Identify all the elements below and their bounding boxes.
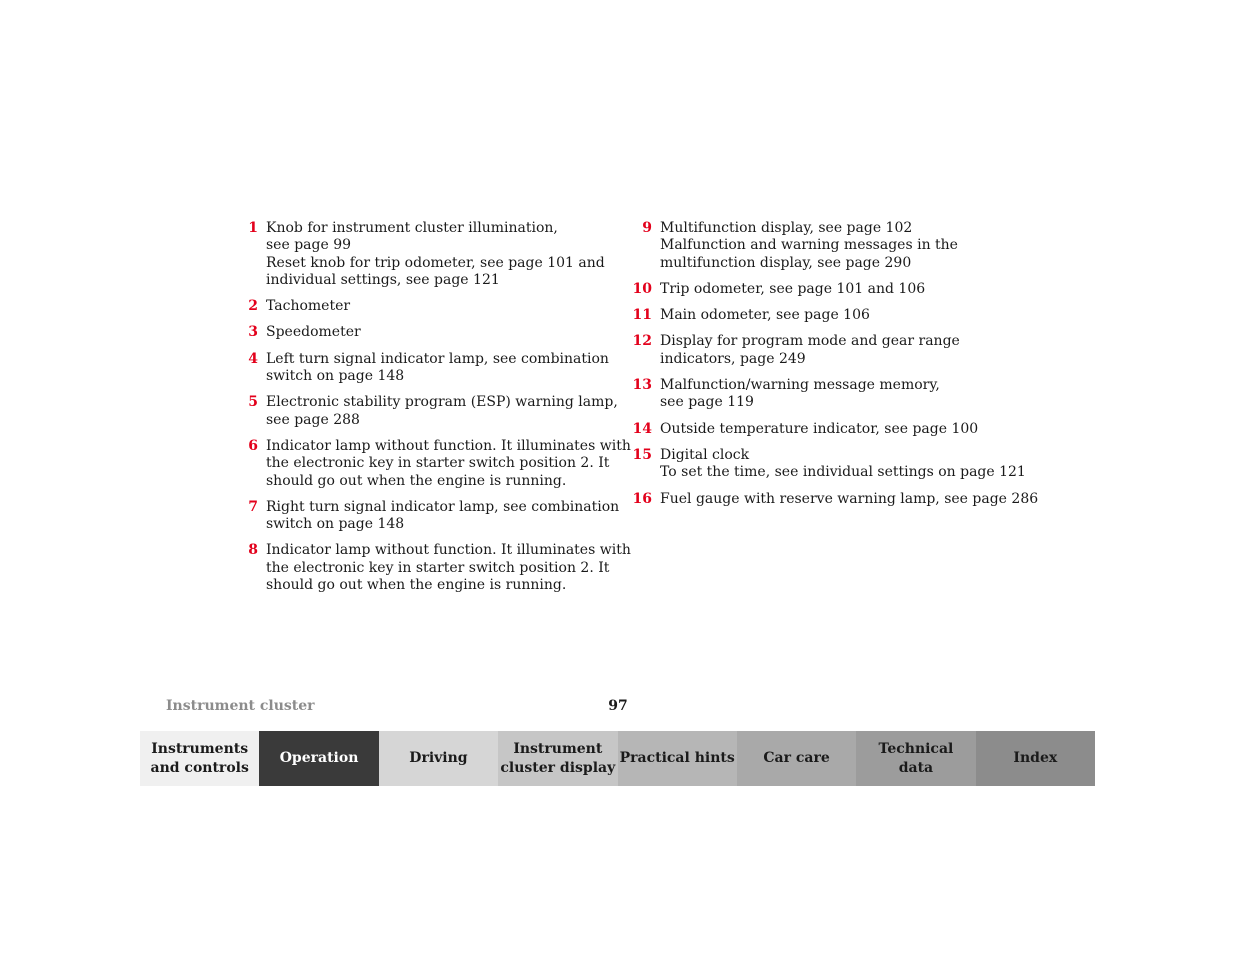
legend-item-line: To set the time, see individual settings on page 121: [660, 464, 1026, 481]
legend-item: [236, 498, 620, 534]
legend-item-line: switch on page 148: [266, 368, 405, 385]
page-number: 97: [608, 698, 628, 714]
legend-item: [236, 542, 631, 594]
legend-item: [236, 351, 616, 386]
legend-item: [630, 333, 1030, 368]
legend-item-text: [660, 377, 940, 412]
legend-item-line: Speedometer: [266, 324, 361, 341]
legend-item-line: Reset knob for trip odometer, see page 101 and: [266, 254, 605, 271]
legend-column-right: [630, 220, 1039, 517]
legend-item-number: 14: [632, 420, 652, 437]
chapter-tabs: [140, 731, 1095, 786]
legend-item-text: [266, 220, 605, 289]
legend-item-text: [266, 542, 631, 594]
legend-item-text: [660, 447, 1026, 482]
legend-item-text: [660, 333, 960, 368]
legend-item-line: see page 288: [266, 411, 360, 428]
tab-practical-hints[interactable]: Practical hints: [618, 731, 737, 786]
tab-instrument-cluster-display[interactable]: Instrument cluster display: [498, 731, 617, 786]
legend-item: [630, 377, 1030, 412]
tab-driving[interactable]: Driving: [379, 731, 498, 786]
legend-item-line: Digital clock: [660, 446, 750, 463]
legend-item-line: indicators, page 249: [660, 350, 806, 367]
legend-item-number: 9: [642, 220, 652, 236]
legend-item-number: 5: [248, 394, 258, 411]
legend-item-number: 11: [632, 307, 652, 324]
legend-item-line: should go out when the engine is running.: [266, 577, 567, 594]
legend-column-left: [236, 220, 631, 603]
tab-car-care[interactable]: Car care: [737, 731, 856, 786]
legend-item-number: 16: [632, 490, 652, 507]
tab-index[interactable]: Index: [976, 731, 1095, 786]
legend-item-line: Malfunction/warning message memory,: [660, 377, 940, 394]
legend-item-number: 1: [248, 220, 258, 236]
legend-item: [630, 490, 1039, 508]
legend-item-line: individual settings, see page 121: [266, 271, 500, 288]
legend-item-number: 3: [248, 324, 258, 341]
legend-item-line: Right turn signal indicator lamp, see combination: [266, 498, 620, 515]
legend-item-line: Indicator lamp without function. It illuminates with: [266, 437, 631, 454]
legend-item-line: Multifunction display, see page 102: [660, 220, 913, 236]
legend-item: [630, 307, 1030, 324]
legend-item-number: 4: [248, 350, 258, 367]
legend-item-number: 12: [632, 333, 652, 350]
legend-item-line: see page 119: [660, 394, 754, 411]
legend-item: [236, 437, 631, 490]
legend-item: [236, 298, 616, 315]
legend-item-text: [660, 220, 958, 272]
legend-item-text: [266, 438, 631, 490]
legend-item-number: 15: [632, 446, 652, 463]
legend-item-text: [660, 491, 1038, 508]
legend-item-line: multifunction display, see page 290: [660, 254, 912, 271]
legend-item-number: 10: [632, 280, 652, 297]
legend-item-number: 7: [248, 498, 258, 515]
legend-item: [630, 220, 1030, 272]
tab-technical-data[interactable]: Technical data: [856, 731, 975, 786]
legend-item-line: Tachometer: [266, 298, 351, 315]
legend-item-line: Indicator lamp without function. It illuminates with: [266, 542, 631, 559]
legend-item-text: [266, 298, 350, 315]
section-title: Instrument cluster: [166, 698, 315, 714]
legend-item-number: 8: [248, 542, 258, 559]
legend-item-line: switch on page 148: [266, 516, 405, 533]
legend-item-line: Main odometer, see page 106: [660, 307, 870, 324]
legend-item-line: Display for program mode and gear range: [660, 333, 960, 350]
legend-item-text: [660, 421, 978, 438]
legend-item: [630, 447, 1030, 482]
legend-item-line: Left turn signal indicator lamp, see combination: [266, 350, 609, 367]
tab-instruments-and-controls[interactable]: Instruments and controls: [140, 731, 259, 786]
legend-item-line: the electronic key in starter switch position 2. It: [266, 455, 610, 472]
legend-item-line: Knob for instrument cluster illumination,: [266, 220, 558, 236]
legend-item: [630, 421, 1030, 438]
legend-item-text: [266, 324, 361, 341]
legend-item-text: [660, 307, 870, 324]
legend-item-line: Trip odometer, see page 101 and 106: [660, 280, 926, 297]
legend-item-number: 13: [632, 377, 652, 394]
legend-item: [236, 394, 616, 429]
legend-item-text: [266, 499, 619, 534]
legend-item-line: Outside temperature indicator, see page 100: [660, 420, 979, 437]
legend-item-line: Fuel gauge with reserve warning lamp, see page 286: [660, 490, 1039, 507]
legend-item: [236, 220, 616, 289]
legend-item-text: [660, 281, 925, 298]
legend-item-number: 6: [248, 437, 258, 454]
legend-item-text: [266, 351, 609, 386]
legend-item: [630, 281, 1030, 298]
legend-item-line: the electronic key in starter switch position 2. It: [266, 559, 610, 576]
legend-item: [236, 324, 616, 341]
legend-item-text: [266, 394, 618, 429]
legend-item-line: should go out when the engine is running.: [266, 472, 567, 489]
legend-item-number: 2: [248, 298, 258, 315]
tab-operation[interactable]: Operation: [259, 731, 378, 786]
legend-item-line: see page 99: [266, 237, 352, 254]
legend-item-line: Malfunction and warning messages in the: [660, 237, 958, 254]
legend-item-line: Electronic stability program (ESP) warning lamp,: [266, 394, 618, 411]
